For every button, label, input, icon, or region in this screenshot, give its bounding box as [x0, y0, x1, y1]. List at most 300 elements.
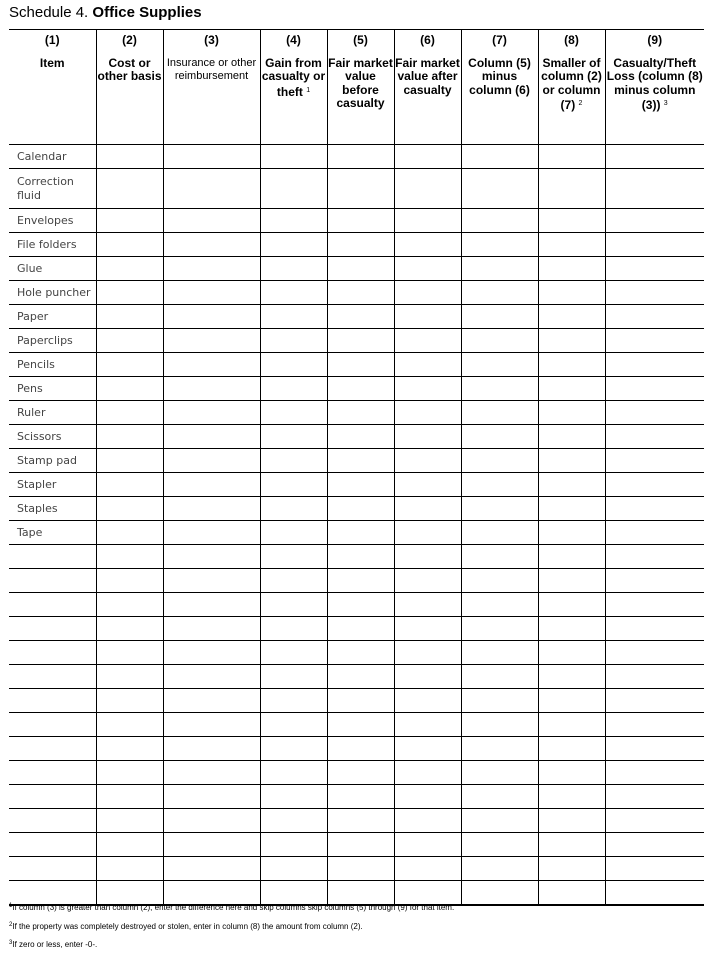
entry-cell[interactable] [327, 353, 394, 377]
entry-cell[interactable] [394, 305, 461, 329]
item-cell [9, 593, 96, 617]
entry-cell[interactable] [605, 665, 704, 689]
entry-cell[interactable] [605, 593, 704, 617]
entry-cell[interactable] [327, 761, 394, 785]
entry-cell[interactable] [96, 305, 163, 329]
entry-cell[interactable] [461, 785, 538, 809]
entry-cell[interactable] [538, 305, 605, 329]
entry-cell[interactable] [538, 145, 605, 169]
entry-cell[interactable] [605, 713, 704, 737]
entry-cell[interactable] [327, 617, 394, 641]
entry-cell[interactable] [605, 305, 704, 329]
entry-cell[interactable] [461, 145, 538, 169]
entry-cell[interactable] [394, 449, 461, 473]
table-row [9, 145, 704, 169]
entry-cell[interactable] [394, 641, 461, 665]
entry-cell[interactable] [461, 425, 538, 449]
entry-cell[interactable] [327, 145, 394, 169]
entry-cell[interactable] [163, 665, 260, 689]
entry-cell[interactable] [327, 689, 394, 713]
footnotes [9, 898, 704, 954]
entry-cell[interactable] [96, 145, 163, 169]
entry-cell[interactable] [538, 521, 605, 545]
entry-cell[interactable] [461, 401, 538, 425]
entry-cell[interactable] [538, 689, 605, 713]
item-cell [9, 545, 96, 569]
entry-cell[interactable] [538, 545, 605, 569]
footnote-text: If the property was completely destroyed or stolen, enter in column (8) the amount from column (2). [12, 921, 363, 931]
entry-cell[interactable] [605, 449, 704, 473]
item-cell: Correction fluid [9, 169, 96, 209]
entry-cell[interactable] [538, 857, 605, 881]
entry-cell[interactable] [394, 785, 461, 809]
item-cell: Stapler [9, 473, 96, 497]
entry-cell[interactable] [260, 665, 327, 689]
entry-cell[interactable] [605, 209, 704, 233]
entry-cell[interactable] [260, 145, 327, 169]
column-label: Column (5) minus column (6) [468, 55, 531, 97]
entry-cell[interactable] [327, 473, 394, 497]
entry-cell[interactable] [461, 353, 538, 377]
entry-cell[interactable] [605, 857, 704, 881]
entry-cell[interactable] [163, 497, 260, 521]
entry-cell[interactable] [260, 809, 327, 833]
footnote-mark: 3 [9, 940, 13, 946]
entry-cell[interactable] [163, 401, 260, 425]
entry-cell[interactable] [461, 377, 538, 401]
entry-cell[interactable] [394, 497, 461, 521]
entry-cell[interactable] [394, 689, 461, 713]
entry-cell[interactable] [605, 521, 704, 545]
item-cell [9, 713, 96, 737]
entry-cell[interactable] [260, 785, 327, 809]
entry-cell[interactable] [327, 521, 394, 545]
entry-cell[interactable] [163, 521, 260, 545]
entry-cell[interactable] [96, 665, 163, 689]
entry-cell[interactable] [96, 425, 163, 449]
table-row [9, 593, 704, 617]
entry-cell[interactable] [327, 281, 394, 305]
entry-cell[interactable] [96, 593, 163, 617]
entry-cell[interactable] [327, 833, 394, 857]
entry-cell[interactable] [538, 257, 605, 281]
entry-cell[interactable] [394, 473, 461, 497]
entry-cell[interactable] [96, 329, 163, 353]
entry-cell[interactable] [538, 377, 605, 401]
column-header-2 [96, 30, 163, 145]
column-number: (4) [286, 33, 301, 47]
entry-cell[interactable] [96, 377, 163, 401]
entry-cell[interactable] [327, 449, 394, 473]
entry-cell[interactable] [163, 449, 260, 473]
entry-cell[interactable] [260, 833, 327, 857]
column-header-4 [260, 30, 327, 145]
entry-cell[interactable] [461, 281, 538, 305]
entry-cell[interactable] [605, 785, 704, 809]
item-cell [9, 569, 96, 593]
entry-cell[interactable] [605, 641, 704, 665]
entry-cell[interactable] [538, 449, 605, 473]
item-cell: Paperclips [9, 329, 96, 353]
entry-cell[interactable] [163, 641, 260, 665]
entry-cell[interactable] [538, 209, 605, 233]
entry-cell[interactable] [96, 449, 163, 473]
entry-cell[interactable] [461, 449, 538, 473]
entry-cell[interactable] [163, 353, 260, 377]
entry-cell[interactable] [96, 521, 163, 545]
entry-cell[interactable] [163, 569, 260, 593]
entry-cell[interactable] [163, 425, 260, 449]
entry-cell[interactable] [260, 737, 327, 761]
entry-cell[interactable] [461, 169, 538, 209]
entry-cell[interactable] [394, 737, 461, 761]
table-row [9, 401, 704, 425]
entry-cell[interactable] [260, 401, 327, 425]
entry-cell[interactable] [163, 737, 260, 761]
entry-cell[interactable] [605, 545, 704, 569]
entry-cell[interactable] [461, 521, 538, 545]
entry-cell[interactable] [461, 305, 538, 329]
entry-cell[interactable] [163, 473, 260, 497]
item-cell [9, 785, 96, 809]
entry-cell[interactable] [538, 353, 605, 377]
entry-cell[interactable] [96, 281, 163, 305]
entry-cell[interactable] [605, 761, 704, 785]
column-label: Smaller of column (2) or column (7) [541, 55, 602, 112]
entry-cell[interactable] [538, 425, 605, 449]
entry-cell[interactable] [394, 329, 461, 353]
entry-cell[interactable] [394, 209, 461, 233]
entry-cell[interactable] [327, 857, 394, 881]
entry-cell[interactable] [260, 377, 327, 401]
entry-cell[interactable] [394, 809, 461, 833]
entry-cell[interactable] [163, 329, 260, 353]
entry-cell[interactable] [461, 209, 538, 233]
entry-cell[interactable] [327, 497, 394, 521]
entry-cell[interactable] [605, 329, 704, 353]
entry-cell[interactable] [461, 233, 538, 257]
schedule-name: Office Supplies [92, 4, 202, 21]
entry-cell[interactable] [163, 713, 260, 737]
entry-cell[interactable] [605, 833, 704, 857]
entry-cell[interactable] [327, 785, 394, 809]
entry-cell[interactable] [605, 617, 704, 641]
table-row [9, 473, 704, 497]
entry-cell[interactable] [327, 329, 394, 353]
entry-cell[interactable] [96, 617, 163, 641]
entry-cell[interactable] [461, 857, 538, 881]
entry-cell[interactable] [538, 329, 605, 353]
table-row [9, 641, 704, 665]
entry-cell[interactable] [605, 377, 704, 401]
entry-cell[interactable] [394, 713, 461, 737]
entry-cell[interactable] [163, 593, 260, 617]
entry-cell[interactable] [538, 569, 605, 593]
entry-cell[interactable] [260, 857, 327, 881]
entry-cell[interactable] [538, 737, 605, 761]
entry-cell[interactable] [163, 209, 260, 233]
item-cell [9, 641, 96, 665]
header-row [9, 30, 704, 145]
entry-cell[interactable] [461, 641, 538, 665]
entry-cell[interactable] [163, 833, 260, 857]
entry-cell[interactable] [260, 473, 327, 497]
entry-cell[interactable] [538, 497, 605, 521]
entry-cell[interactable] [605, 257, 704, 281]
entry-cell[interactable] [394, 833, 461, 857]
entry-cell[interactable] [96, 857, 163, 881]
entry-cell[interactable] [461, 833, 538, 857]
entry-cell[interactable] [163, 809, 260, 833]
entry-cell[interactable] [327, 809, 394, 833]
entry-cell[interactable] [260, 521, 327, 545]
table-row [9, 857, 704, 881]
entry-cell[interactable] [394, 545, 461, 569]
entry-cell[interactable] [260, 329, 327, 353]
entry-cell[interactable] [327, 713, 394, 737]
entry-cell[interactable] [327, 593, 394, 617]
entry-cell[interactable] [327, 569, 394, 593]
entry-cell[interactable] [605, 425, 704, 449]
entry-cell[interactable] [394, 377, 461, 401]
entry-cell[interactable] [394, 569, 461, 593]
table-row [9, 737, 704, 761]
entry-cell[interactable] [461, 689, 538, 713]
table-row [9, 169, 704, 209]
entry-cell[interactable] [260, 761, 327, 785]
entry-cell[interactable] [96, 473, 163, 497]
entry-cell[interactable] [327, 169, 394, 209]
entry-cell[interactable] [327, 401, 394, 425]
column-number: (7) [492, 33, 507, 47]
entry-cell[interactable] [96, 545, 163, 569]
entry-cell[interactable] [96, 401, 163, 425]
entry-cell[interactable] [538, 593, 605, 617]
entry-cell[interactable] [461, 665, 538, 689]
entry-cell[interactable] [605, 569, 704, 593]
entry-cell[interactable] [260, 353, 327, 377]
entry-cell[interactable] [260, 305, 327, 329]
table-row [9, 305, 704, 329]
entry-cell[interactable] [461, 713, 538, 737]
entry-cell[interactable] [394, 665, 461, 689]
table-row [9, 545, 704, 569]
entry-cell[interactable] [96, 233, 163, 257]
column-label: Gain from casualty or theft [261, 55, 326, 99]
item-cell: File folders [9, 233, 96, 257]
entry-cell[interactable] [605, 401, 704, 425]
entry-cell[interactable] [394, 281, 461, 305]
item-cell: Stamp pad [9, 449, 96, 473]
entry-cell[interactable] [163, 377, 260, 401]
entry-cell[interactable] [394, 233, 461, 257]
entry-cell[interactable] [163, 785, 260, 809]
entry-cell[interactable] [96, 761, 163, 785]
table-row [9, 377, 704, 401]
entry-cell[interactable] [605, 281, 704, 305]
column-number: (2) [122, 33, 137, 47]
table-row [9, 833, 704, 857]
entry-cell[interactable] [327, 377, 394, 401]
entry-cell[interactable] [394, 401, 461, 425]
entry-cell[interactable] [394, 617, 461, 641]
entry-cell[interactable] [96, 569, 163, 593]
entry-cell[interactable] [327, 737, 394, 761]
entry-cell[interactable] [96, 641, 163, 665]
item-cell: Pens [9, 377, 96, 401]
entry-cell[interactable] [461, 761, 538, 785]
entry-cell[interactable] [260, 497, 327, 521]
entry-cell[interactable] [163, 305, 260, 329]
entry-cell[interactable] [461, 617, 538, 641]
entry-cell[interactable] [605, 353, 704, 377]
item-cell: Hole puncher [9, 281, 96, 305]
entry-cell[interactable] [538, 233, 605, 257]
entry-cell[interactable] [605, 169, 704, 209]
entry-cell[interactable] [327, 425, 394, 449]
table-row [9, 617, 704, 641]
entry-cell[interactable] [163, 761, 260, 785]
entry-cell[interactable] [96, 833, 163, 857]
entry-cell[interactable] [163, 233, 260, 257]
entry-cell[interactable] [327, 257, 394, 281]
entry-cell[interactable] [96, 737, 163, 761]
entry-cell[interactable] [538, 641, 605, 665]
entry-cell[interactable] [605, 809, 704, 833]
entry-cell[interactable] [96, 785, 163, 809]
entry-cell[interactable] [394, 353, 461, 377]
entry-cell[interactable] [327, 305, 394, 329]
entry-cell[interactable] [260, 425, 327, 449]
entry-cell[interactable] [538, 281, 605, 305]
entry-cell[interactable] [538, 665, 605, 689]
entry-cell[interactable] [394, 761, 461, 785]
entry-cell[interactable] [538, 713, 605, 737]
item-cell [9, 809, 96, 833]
entry-cell[interactable] [260, 233, 327, 257]
entry-cell[interactable] [260, 257, 327, 281]
table-row [9, 569, 704, 593]
entry-cell[interactable] [605, 145, 704, 169]
entry-cell[interactable] [538, 809, 605, 833]
column-header-8 [538, 30, 605, 145]
entry-cell[interactable] [163, 857, 260, 881]
entry-cell[interactable] [538, 169, 605, 209]
column-number: (8) [564, 33, 579, 47]
entry-cell[interactable] [260, 713, 327, 737]
entry-cell[interactable] [163, 545, 260, 569]
entry-cell[interactable] [163, 617, 260, 641]
entry-cell[interactable] [538, 617, 605, 641]
entry-cell[interactable] [461, 473, 538, 497]
entry-cell[interactable] [605, 473, 704, 497]
entry-cell[interactable] [461, 545, 538, 569]
entry-cell[interactable] [260, 689, 327, 713]
entry-cell[interactable] [96, 809, 163, 833]
entry-cell[interactable] [96, 169, 163, 209]
office-supplies-table [9, 29, 704, 906]
item-cell [9, 857, 96, 881]
entry-cell[interactable] [394, 425, 461, 449]
entry-cell[interactable] [394, 593, 461, 617]
entry-cell[interactable] [260, 449, 327, 473]
entry-cell[interactable] [461, 737, 538, 761]
footnote-mark: 1 [9, 903, 13, 909]
entry-cell[interactable] [327, 665, 394, 689]
column-number: (9) [647, 33, 663, 47]
footnote-ref: 1 [306, 86, 311, 94]
entry-cell[interactable] [163, 145, 260, 169]
column-header-7 [461, 30, 538, 145]
entry-cell[interactable] [538, 833, 605, 857]
entry-cell[interactable] [394, 145, 461, 169]
table-row [9, 689, 704, 713]
entry-cell[interactable] [461, 497, 538, 521]
entry-cell[interactable] [461, 329, 538, 353]
entry-cell[interactable] [394, 257, 461, 281]
entry-cell[interactable] [260, 641, 327, 665]
entry-cell[interactable] [538, 761, 605, 785]
entry-cell[interactable] [260, 617, 327, 641]
item-cell: Paper [9, 305, 96, 329]
item-cell: Staples [9, 497, 96, 521]
entry-cell[interactable] [605, 689, 704, 713]
entry-cell[interactable] [538, 401, 605, 425]
entry-cell[interactable] [260, 281, 327, 305]
entry-cell[interactable] [260, 593, 327, 617]
entry-cell[interactable] [96, 209, 163, 233]
entry-cell[interactable] [327, 641, 394, 665]
entry-cell[interactable] [394, 521, 461, 545]
column-header-9 [605, 30, 704, 145]
entry-cell[interactable] [260, 569, 327, 593]
footnote-3 [9, 935, 704, 954]
entry-cell[interactable] [538, 473, 605, 497]
table-row [9, 809, 704, 833]
item-cell: Calendar [9, 145, 96, 169]
entry-cell[interactable] [461, 569, 538, 593]
entry-cell[interactable] [96, 353, 163, 377]
entry-cell[interactable] [394, 857, 461, 881]
entry-cell[interactable] [461, 809, 538, 833]
footnote-2 [9, 917, 704, 936]
entry-cell[interactable] [461, 257, 538, 281]
entry-cell[interactable] [605, 737, 704, 761]
entry-cell[interactable] [260, 545, 327, 569]
entry-cell[interactable] [327, 209, 394, 233]
entry-cell[interactable] [96, 257, 163, 281]
footnote-ref: 2 [578, 100, 583, 107]
entry-cell[interactable] [394, 169, 461, 209]
entry-cell[interactable] [461, 593, 538, 617]
entry-cell[interactable] [96, 497, 163, 521]
entry-cell[interactable] [538, 785, 605, 809]
entry-cell[interactable] [260, 209, 327, 233]
entry-cell[interactable] [605, 233, 704, 257]
item-cell [9, 761, 96, 785]
entry-cell[interactable] [163, 169, 260, 209]
entry-cell[interactable] [96, 689, 163, 713]
entry-cell[interactable] [327, 233, 394, 257]
entry-cell[interactable] [327, 545, 394, 569]
entry-cell[interactable] [163, 257, 260, 281]
entry-cell[interactable] [163, 281, 260, 305]
entry-cell[interactable] [260, 169, 327, 209]
entry-cell[interactable] [605, 497, 704, 521]
entry-cell[interactable] [96, 713, 163, 737]
entry-cell[interactable] [163, 689, 260, 713]
table-row [9, 425, 704, 449]
